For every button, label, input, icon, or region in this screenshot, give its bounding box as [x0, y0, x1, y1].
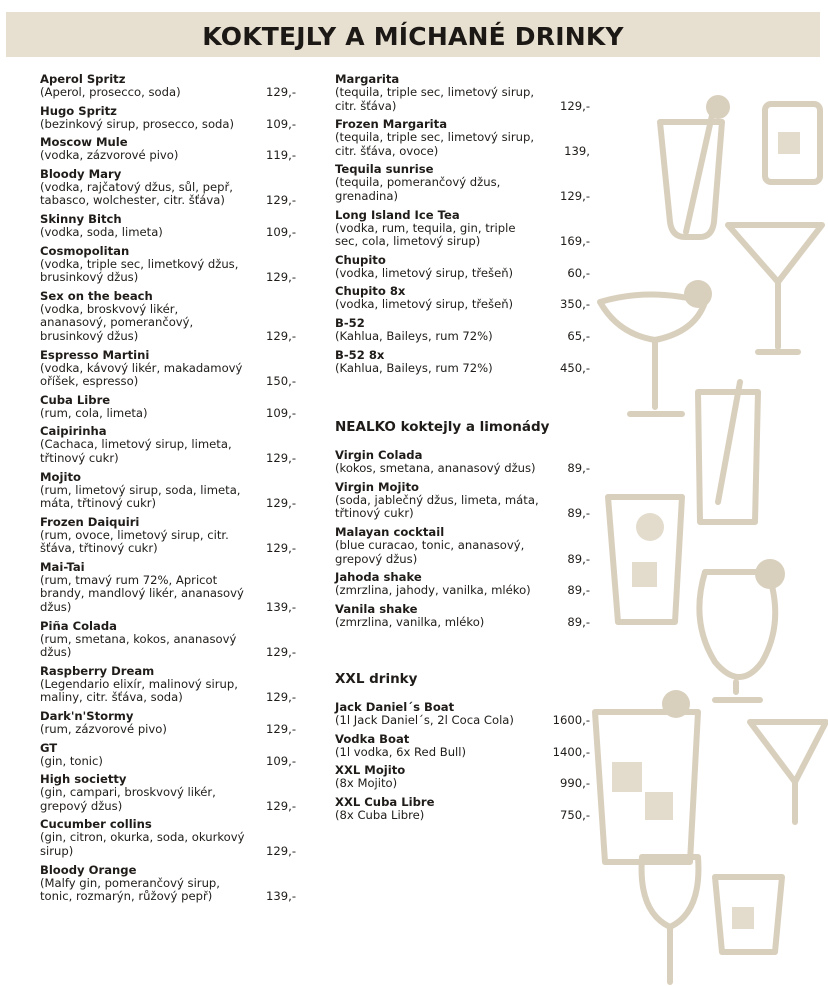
xxl-section-title: XXL drinky: [335, 671, 418, 688]
item-name: Virgin Mojito: [335, 479, 419, 494]
menu-item-virgin-colada: [335, 448, 590, 476]
item-price: 129,-: [266, 690, 296, 705]
item-name: B-52 8x: [335, 347, 385, 362]
item-name: Mai-Tai: [40, 559, 85, 574]
item-details: [335, 714, 590, 728]
menu-item-frozen-margarita: [335, 117, 590, 158]
item-description: (gin, citron, okurka, soda, okurkový sirup): [40, 830, 245, 858]
item-details: [40, 831, 298, 858]
item-price: 129,-: [266, 722, 296, 737]
item-price: 129,-: [266, 645, 296, 660]
menu-item-bloody-mary: [40, 167, 298, 208]
item-price: 450,-: [560, 360, 590, 375]
item-description: (vodka, soda, limeta): [40, 224, 163, 239]
item-price: 60,-: [567, 265, 590, 280]
menu-item-b-52-8x: [335, 348, 590, 376]
item-price: 89,-: [567, 614, 590, 629]
item-description: (vodka, zázvorové pivo): [40, 148, 179, 163]
item-description: (rum, ovoce, limetový sirup, citr. šťáva, třtinový cukr): [40, 527, 229, 556]
menu-item-dark-n-stormy: [40, 709, 298, 737]
item-name: Mojito: [40, 469, 81, 484]
item-details: [335, 222, 590, 249]
menu-item-sex-on-the-beach: [40, 289, 298, 344]
item-price: 139,: [564, 143, 590, 158]
item-name: Margarita: [335, 72, 400, 86]
nealko-list: [335, 448, 590, 629]
item-name: Bloody Orange: [40, 862, 137, 877]
item-name: B-52: [335, 315, 365, 330]
item-name: Sex on the beach: [40, 288, 153, 303]
item-name: Moscow Mule: [40, 135, 128, 150]
menu-item-xxl-cuba-libre: [335, 795, 590, 823]
item-description: (rum, tmavý rum 72%, Apricot brandy, mandlový likér, ananasový džus): [40, 572, 244, 615]
item-details: [40, 407, 298, 421]
item-details: [335, 616, 590, 630]
title-banner: [6, 12, 820, 57]
menu-item-caipirinha: [40, 424, 298, 465]
item-name: Skinny Bitch: [40, 211, 122, 226]
item-name: XXL Mojito: [335, 763, 406, 778]
item-price: 109,-: [266, 116, 296, 131]
item-price: 65,-: [567, 328, 590, 343]
item-details: [335, 462, 590, 476]
item-details: [335, 330, 590, 344]
item-name: Caipirinha: [40, 424, 107, 439]
item-description: (tequila, pomerančový džus, grenadina): [335, 175, 501, 203]
item-price: 169,-: [560, 234, 590, 249]
item-price: 119,-: [266, 148, 296, 163]
menu-item-b-52: [335, 316, 590, 344]
item-details: [335, 298, 590, 312]
item-details: [40, 633, 298, 660]
item-name: Piña Colada: [40, 618, 117, 633]
item-description: (1l vodka, 6x Red Bull): [335, 744, 467, 759]
item-price: 129,-: [266, 541, 296, 556]
menu-item-raspberry-dream: [40, 664, 298, 705]
item-description: (gin, campari, broskvový likér, grepový džus): [40, 785, 216, 813]
item-name: Frozen Margarita: [335, 117, 448, 132]
item-details: [40, 755, 298, 769]
nealko-section-title: NEALKO koktejly a limonády: [335, 419, 550, 436]
menu-item-vanila-shake: [335, 602, 590, 630]
menu-item-cosmopolitan: [40, 244, 298, 285]
item-name: Vanila shake: [335, 601, 418, 616]
item-price: 129,-: [560, 98, 590, 113]
item-description: (8x Cuba Libre): [335, 808, 425, 823]
item-name: Chupito 8x: [335, 284, 406, 299]
item-details: [40, 723, 298, 737]
item-name: Cuba Libre: [40, 392, 111, 407]
item-description: (vodka, limetový sirup, třešeň): [335, 297, 514, 312]
menu-item-virgin-mojito: [335, 480, 590, 521]
item-description: (vodka, rum, tequila, gin, triple sec, cola, limetový sirup): [335, 220, 516, 249]
menu-item-tequila-sunrise: [335, 162, 590, 203]
page-title: KOKTEJLY A MÍCHANÉ DRINKY: [202, 22, 624, 51]
item-description: (rum, zázvorové pivo): [40, 722, 167, 737]
item-details: [40, 226, 298, 240]
item-description: (vodka, rajčatový džus, sůl, pepř, tabasco, wolchester, citr. šťáva): [40, 179, 233, 208]
item-details: [40, 529, 298, 556]
item-name: Tequila sunrise: [335, 162, 434, 177]
item-name: High societty: [40, 772, 127, 787]
item-details: [40, 86, 298, 100]
menu-item-mojito: [40, 470, 298, 511]
item-details: [40, 786, 298, 813]
item-details: [40, 484, 298, 511]
item-description: (blue curacao, tonic, ananasový, grepový džus): [335, 537, 525, 566]
menu-item-high-societty: [40, 772, 298, 813]
item-description: (zmrzlina, vanilka, mléko): [335, 614, 485, 629]
item-name: XXL Cuba Libre: [335, 795, 435, 810]
item-details: [335, 86, 590, 113]
item-name: Jack Daniel´s Boat: [335, 700, 455, 715]
item-details: [40, 362, 298, 389]
item-name: Espresso Martini: [40, 347, 150, 362]
item-name: Raspberry Dream: [40, 663, 155, 678]
item-price: 139,-: [266, 889, 296, 904]
menu-item-cuba-libre: [40, 393, 298, 421]
item-name: Long Island Ice Tea: [335, 207, 460, 222]
menu-item-espresso-martini: [40, 348, 298, 389]
item-name: Cucumber collins: [40, 817, 152, 832]
item-description: (kokos, smetana, ananasový džus): [335, 461, 536, 476]
item-price: 129,-: [266, 193, 296, 208]
menu-item-jahoda-shake: [335, 570, 590, 598]
menu-item-mai-tai: [40, 560, 298, 615]
item-name: Dark'n'Stormy: [40, 709, 134, 724]
item-description: (Cachaca, limetový sirup, limeta, třtinový cukr): [40, 437, 232, 465]
menu-item-malayan-cocktail: [335, 525, 590, 566]
item-details: [335, 494, 590, 521]
menu-item-frozen-daiquiri: [40, 515, 298, 556]
item-details: [335, 362, 590, 376]
item-details: [40, 258, 298, 285]
menu-item-moscow-mule: [40, 135, 298, 163]
item-price: 129,-: [266, 328, 296, 343]
item-name: Aperol Spritz: [40, 72, 126, 86]
xxl-list: [335, 700, 590, 822]
item-name: Hugo Spritz: [40, 103, 117, 118]
menu-item-vodka-boat: [335, 732, 590, 760]
item-description: (vodka, kávový likér, makadamový oříšek, espresso): [40, 360, 243, 389]
menu-item-cucumber-collins: [40, 817, 298, 858]
menu-item-jack-daniel-s-boat: [335, 700, 590, 728]
item-description: (1l Jack Daniel´s, 2l Coca Cola): [335, 713, 514, 728]
menu-column-right: [335, 72, 590, 827]
item-details: [40, 574, 298, 615]
item-description: (Kahlua, Baileys, rum 72%): [335, 360, 493, 375]
menu-item-hugo-spritz: [40, 104, 298, 132]
item-price: 129,-: [266, 496, 296, 511]
item-name: Malayan cocktail: [335, 524, 445, 539]
menu-item-gt: [40, 741, 298, 769]
item-price: 1400,-: [552, 744, 590, 759]
menu-item-aperol-spritz: [40, 72, 298, 100]
item-price: 129,-: [560, 188, 590, 203]
item-price: 109,-: [266, 224, 296, 239]
item-description: (vodka, triple sec, limetkový džus, brusinkový džus): [40, 256, 239, 285]
item-details: [335, 809, 590, 823]
item-name: Frozen Daiquiri: [40, 514, 140, 529]
menu-item-margarita: [335, 72, 590, 113]
item-price: 1600,-: [552, 713, 590, 728]
item-price: 150,-: [266, 374, 296, 389]
item-details: [335, 777, 590, 791]
item-description: (bezinkový sirup, prosecco, soda): [40, 116, 235, 131]
item-description: (vodka, limetový sirup, třešeň): [335, 265, 514, 280]
item-price: 990,-: [560, 776, 590, 791]
item-price: 89,-: [567, 506, 590, 521]
item-price: 750,-: [560, 808, 590, 823]
item-price: 139,-: [266, 600, 296, 615]
item-name: Jahoda shake: [335, 570, 422, 585]
item-description: (Malfy gin, pomerančový sirup, tonic, rozmarýn, růžový pepř): [40, 875, 220, 904]
menu-item-pi-a-colada: [40, 619, 298, 660]
item-details: [40, 149, 298, 163]
item-price: 129,-: [266, 270, 296, 285]
item-name: Bloody Mary: [40, 166, 122, 181]
item-details: [40, 303, 298, 344]
menu-item-xxl-mojito: [335, 763, 590, 791]
item-price: 109,-: [266, 753, 296, 768]
item-description: (tequila, triple sec, limetový sirup, citr. šťáva): [335, 85, 535, 113]
item-price: 89,-: [567, 551, 590, 566]
item-description: (rum, cola, limeta): [40, 405, 148, 420]
item-price: 129,-: [266, 798, 296, 813]
item-description: (rum, limetový sirup, soda, limeta, máta, třtinový cukr): [40, 482, 241, 511]
item-details: [40, 181, 298, 208]
item-name: Chupito: [335, 252, 386, 267]
item-details: [335, 131, 590, 158]
menu-item-chupito-8x: [335, 284, 590, 312]
item-details: [40, 118, 298, 132]
menu-item-bloody-orange: [40, 863, 298, 904]
menu-item-skinny-bitch: [40, 212, 298, 240]
item-details: [40, 678, 298, 705]
item-details: [335, 267, 590, 281]
item-description: (Kahlua, Baileys, rum 72%): [335, 328, 493, 343]
menu-item-chupito: [335, 253, 590, 281]
menu-column-left: [40, 72, 298, 908]
item-description: (tequila, triple sec, limetový sirup, citr. šťáva, ovoce): [335, 130, 535, 158]
item-description: (zmrzlina, jahody, vanilka, mléko): [335, 583, 531, 598]
item-price: 109,-: [266, 405, 296, 420]
item-details: [335, 176, 590, 203]
item-details: [40, 877, 298, 904]
item-details: [40, 438, 298, 465]
item-name: Vodka Boat: [335, 731, 410, 746]
cocktail-glasses-illustration-icon: [590, 62, 828, 986]
item-description: (Aperol, prosecco, soda): [40, 85, 181, 99]
item-price: 129,-: [266, 85, 296, 99]
item-price: 350,-: [560, 297, 590, 312]
item-details: [335, 746, 590, 760]
item-description: (soda, jablečný džus, limeta, máta, třtinový cukr): [335, 492, 539, 521]
item-description: (8x Mojito): [335, 776, 398, 791]
item-name: GT: [40, 740, 58, 755]
item-details: [335, 584, 590, 598]
item-price: 129,-: [266, 844, 296, 858]
item-description: (Legendario elixír, malinový sirup, maliny, citr. šťáva, soda): [40, 676, 238, 705]
item-description: (rum, smetana, kokos, ananasový džus): [40, 631, 237, 660]
item-price: 129,-: [266, 450, 296, 465]
item-name: Virgin Colada: [335, 448, 423, 463]
item-details: [335, 539, 590, 566]
item-name: Cosmopolitan: [40, 243, 130, 258]
menu-item-long-island-ice-tea: [335, 208, 590, 249]
item-description: (vodka, broskvový likér, ananasový, pomerančový, brusinkový džus): [40, 301, 194, 343]
item-description: (gin, tonic): [40, 753, 103, 768]
item-price: 89,-: [567, 583, 590, 598]
item-price: 89,-: [567, 461, 590, 476]
cocktail-list-right: [335, 72, 590, 375]
